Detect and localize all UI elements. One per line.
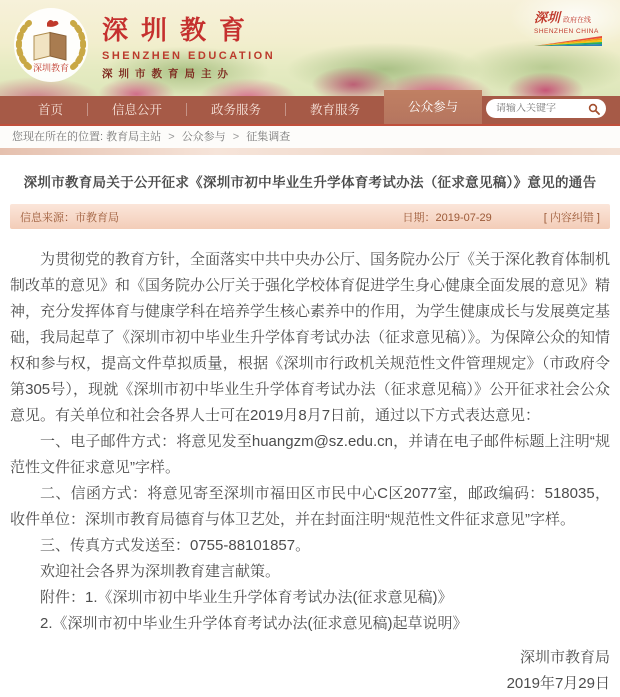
site-host-line: 深圳市教育局主办 bbox=[102, 68, 234, 80]
meta-source-label: 信息来源： bbox=[20, 211, 75, 224]
search-icon[interactable] bbox=[588, 103, 600, 115]
laurel-book-logo-icon bbox=[12, 6, 90, 84]
seal-text: 深圳教育 bbox=[32, 63, 70, 73]
paragraph-mail-method: 二、信函方式：将意见寄至深圳市福田区市民中心C区2077室，邮政编码：518035，收件单位：深圳市教育局德育与体卫艺处，并在封面注明“规范性文件征求意见”字样。 bbox=[10, 485, 610, 528]
meta-date bbox=[402, 209, 491, 225]
site-title-cn: 深圳教育 bbox=[102, 16, 259, 46]
meta-date-label: 日期： bbox=[402, 211, 436, 224]
nav-item-gov-services[interactable]: 政务服务 bbox=[211, 103, 262, 117]
article-meta-bar bbox=[10, 204, 610, 229]
decorative-strip bbox=[0, 148, 620, 155]
breadcrumb-separator: > bbox=[232, 131, 240, 143]
paragraph-fax-method: 三、传真方式发送至：0755-88101857。 bbox=[40, 537, 311, 554]
education-bureau-seal-logo bbox=[12, 6, 90, 89]
breadcrumb-item-participation[interactable]: 公众参与 bbox=[181, 131, 226, 143]
main-navigation bbox=[0, 96, 620, 126]
nav-item-public-participation[interactable]: 公众参与 bbox=[384, 90, 482, 124]
breadcrumb-item-home[interactable]: 教育局主站 bbox=[106, 131, 162, 143]
gov-logo-cn: 深圳 bbox=[534, 11, 561, 26]
paragraph-email-method: 一、电子邮件方式：将意见发至huangzm@sz.edu.cn，并请在电子邮件标题上注明“规范性文件征求意见”字样。 bbox=[10, 433, 610, 476]
article-body bbox=[10, 247, 610, 637]
attachments-label: 附件： bbox=[40, 589, 86, 606]
site-brand bbox=[102, 10, 275, 81]
attachment-link-1[interactable]: 1.《深圳市初中毕业生升学体育考试办法(征求意见稿)》 bbox=[85, 589, 453, 606]
meta-date-value: 2019-07-29 bbox=[435, 211, 492, 224]
nav-item-home[interactable]: 首页 bbox=[38, 103, 64, 117]
nav-item-edu-services[interactable]: 教育服务 bbox=[310, 103, 361, 117]
breadcrumb-item-survey[interactable]: 征集调查 bbox=[246, 131, 291, 143]
site-title-en: SHENZHEN EDUCATION bbox=[102, 50, 276, 62]
content-correction-link[interactable]: [ 内容纠错 ] bbox=[543, 211, 600, 224]
gov-logo-tag: 政府在线 bbox=[563, 17, 592, 24]
attachments-line-1 bbox=[10, 585, 610, 611]
gov-logo-en: SHENZHEN CHINA bbox=[534, 28, 599, 35]
article-signature bbox=[10, 645, 610, 697]
meta-source bbox=[20, 209, 402, 225]
paragraph-intro: 为贯彻党的教育方针，全面落实中共中央办公厅、国务院办公厅《关于深化教育体制机制改革的意见》和《国务院办公厅关于强化学校体育促进学生身心健康全面发展的意见》精神，充分发挥体育与健康学科在培养学生核心素养中的作用，为学生健康成长与发展奠定基础，我局起草了《深圳市初中毕业生升学体育考试办法（征求意见稿）》。为保障公众的知情权和参与权，提高文件草拟质量，根据《深圳市行政机关规范性文件管理规定》（市政府令第305号），现就《深圳市初中毕业生升学体育考试办法（征求意见稿）》公开征求社会公众意见。有关单位和社会各界人士可在2019月8月7日前，通过以下方式表达意见： bbox=[10, 251, 611, 424]
signature-date: 2019年7月29日 bbox=[506, 675, 610, 692]
rainbow-stripes-icon bbox=[534, 36, 602, 47]
attachments-line-2 bbox=[10, 611, 610, 637]
nav-item-info-disclosure[interactable]: 信息公开 bbox=[112, 103, 163, 117]
page-title: 深圳市教育局关于公开征求《深圳市初中毕业生升学体育考试办法（征求意见稿）》意见的通告 bbox=[23, 175, 597, 190]
attachment-link-2[interactable]: 2.《深圳市初中毕业生升学体育考试办法(征求意见稿)起草说明》 bbox=[40, 615, 468, 632]
shenzhen-gov-online-logo bbox=[534, 7, 606, 47]
search-input[interactable] bbox=[496, 103, 588, 114]
breadcrumb-prefix: 您现在所在的位置: bbox=[12, 131, 104, 143]
site-banner bbox=[0, 0, 620, 96]
paragraph-welcome: 欢迎社会各界为深圳教育建言献策。 bbox=[40, 563, 281, 580]
meta-source-value: 市教育局 bbox=[75, 211, 119, 224]
breadcrumb bbox=[0, 126, 620, 148]
search-box[interactable] bbox=[486, 99, 606, 118]
breadcrumb-separator: > bbox=[168, 131, 175, 143]
signature-org: 深圳市教育局 bbox=[519, 649, 610, 666]
